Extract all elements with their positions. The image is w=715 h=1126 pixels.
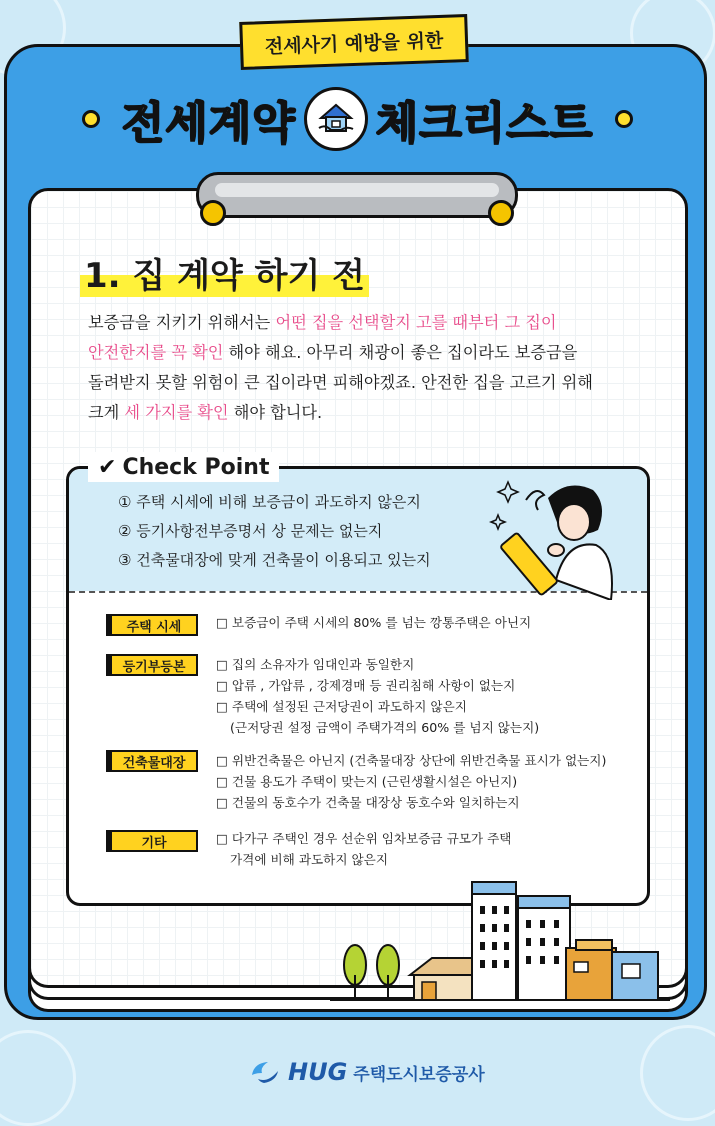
category-items-price xyxy=(216,612,531,633)
highlight-text: 어떤 집을 선택할지 고를 때부터 그 집이 xyxy=(275,313,557,332)
checklist-item: □ 압류 , 가압류 , 강제경매 등 권리침해 사항이 없는지 xyxy=(216,678,516,693)
category-items-registry xyxy=(216,654,539,738)
check-point-text: Check Point xyxy=(122,454,270,480)
main-title xyxy=(0,84,715,154)
clip-knob-right xyxy=(488,200,514,226)
org-name: 주택도시보증공사 xyxy=(353,1064,485,1085)
title-part2: 체크리스트 xyxy=(375,98,594,149)
logo-hug-text: HUG xyxy=(288,1058,348,1086)
section-title: 1. 집 계약 하기 전 xyxy=(80,248,369,297)
hug-logo-icon xyxy=(248,1059,282,1085)
girl-with-pencil-illustration xyxy=(488,470,618,600)
title-dot-right xyxy=(615,110,633,128)
checklist-item-note: (근저당권 설정 금액이 주택가격의 60% 를 넘지 않는지) xyxy=(230,720,540,735)
check-point-item: ③ 건축물대장에 맞게 건축물이 이용되고 있는지 xyxy=(118,551,431,569)
header-ribbon xyxy=(239,14,469,70)
category-tag-building: 건축물대장 xyxy=(106,750,198,772)
hug-logo xyxy=(248,1058,485,1086)
checklist-item: □ 위반건축물은 아닌지 (건축물대장 상단에 위반건축물 표시가 없는지) xyxy=(216,753,607,768)
body-text: 크게 xyxy=(88,403,125,422)
category-items-building xyxy=(216,750,606,813)
buildings-illustration xyxy=(330,880,670,1004)
checklist-item: □ 건물 용도가 주택이 맞는지 (근린생활시설은 아닌지) xyxy=(216,774,518,789)
check-point-item: ② 등기사항전부증명서 상 문제는 없는지 xyxy=(118,522,383,540)
intro-line xyxy=(88,308,628,338)
category-tag-etc: 기타 xyxy=(106,830,198,852)
house-icon xyxy=(304,87,368,151)
clip-knob-left xyxy=(200,200,226,226)
clipboard-clip xyxy=(196,172,518,218)
check-point-list xyxy=(118,488,431,575)
checklist-item: □ 보증금이 주택 시세의 80% 를 넘는 깡통주택은 아닌지 xyxy=(216,615,532,630)
bg-circle xyxy=(0,1030,76,1126)
title-dot-left xyxy=(82,110,100,128)
bg-circle xyxy=(640,1025,715,1121)
category-tag-price: 주택 시세 xyxy=(106,614,198,636)
check-point-item: ① 주택 시세에 비해 보증금이 과도하지 않은지 xyxy=(118,493,421,511)
checkmark-icon: ✔ xyxy=(98,454,117,480)
checklist-item: □ 다가구 주택인 경우 선순위 임차보증금 규모가 주택 xyxy=(216,831,512,846)
category-tag-registry: 등기부등본 xyxy=(106,654,198,676)
body-text: 해야 해요. 아무리 채광이 좋은 집이라도 보증금을 xyxy=(223,343,578,362)
intro-line xyxy=(88,368,628,398)
ribbon-text: 전세사기 예방을 위한 xyxy=(264,29,444,58)
checklist-item-note: 가격에 비해 과도하지 않은지 xyxy=(230,852,388,867)
intro-line xyxy=(88,398,628,428)
checklist-item: □ 건물의 동호수가 건축물 대장상 동호수와 일치하는지 xyxy=(216,795,520,810)
highlight-text: 안전한지를 꼭 확인 xyxy=(88,343,224,362)
body-text: 돌려받지 못할 위험이 큰 집이라면 피해야겠죠. 안전한 집을 고르기 위해 xyxy=(88,373,593,392)
title-part1: 전세계약 xyxy=(121,98,296,149)
highlight-text: 세 가지를 확인 xyxy=(124,403,229,422)
category-items-etc xyxy=(216,828,511,870)
intro-line xyxy=(88,338,628,368)
check-point-label xyxy=(88,452,279,482)
body-text: 보증금을 지키기 위해서는 xyxy=(88,313,276,332)
body-text: 해야 합니다. xyxy=(228,403,323,422)
intro-paragraph xyxy=(88,308,628,428)
checklist-item: □ 주택에 설정된 근저당권이 과도하지 않은지 xyxy=(216,699,467,714)
checklist-item: □ 집의 소유자가 임대인과 동일한지 xyxy=(216,657,415,672)
